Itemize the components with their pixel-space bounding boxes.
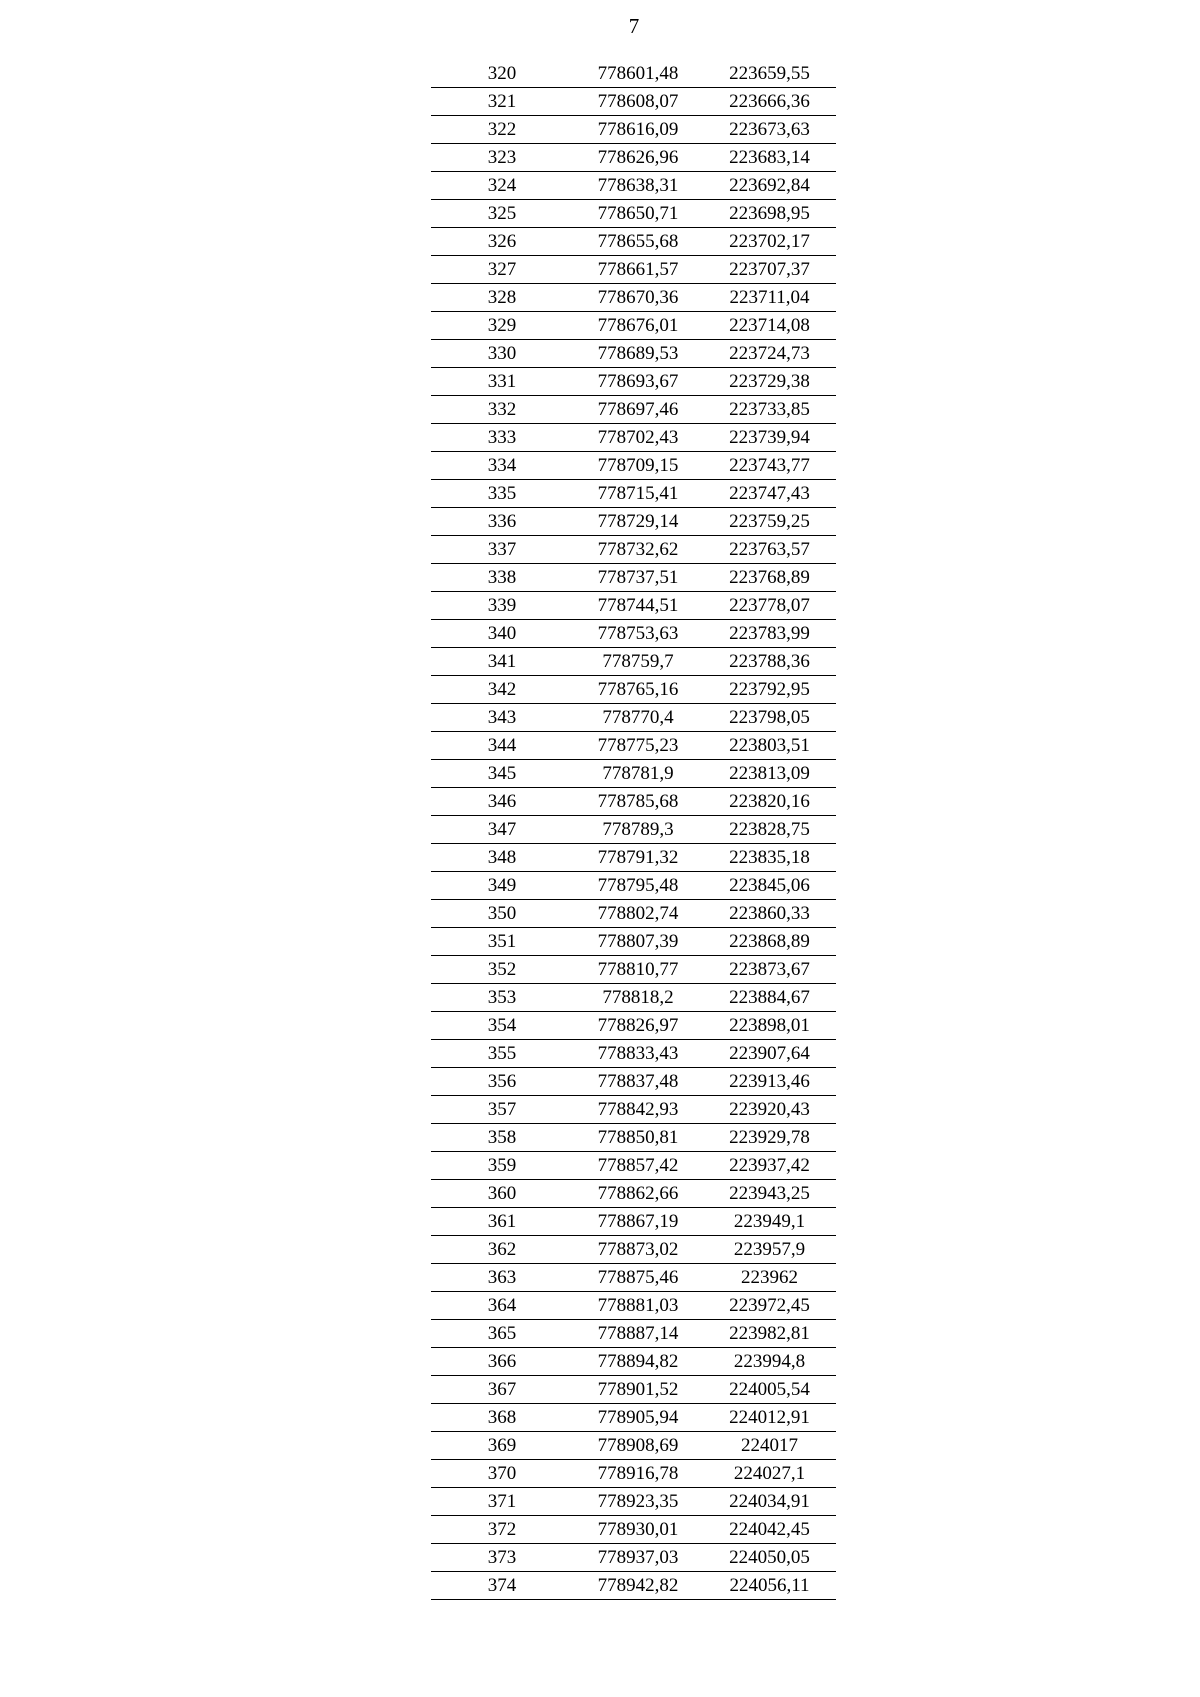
x-coordinate-cell: 778759,7	[573, 648, 703, 676]
x-coordinate-cell: 778930,01	[573, 1516, 703, 1544]
y-coordinate-cell: 223920,43	[703, 1096, 836, 1124]
table-row	[431, 564, 836, 592]
point-number-cell: 365	[431, 1320, 573, 1348]
y-coordinate-cell: 223702,17	[703, 228, 836, 256]
table-row	[431, 1124, 836, 1152]
x-coordinate-cell: 778850,81	[573, 1124, 703, 1152]
y-coordinate-cell: 223733,85	[703, 396, 836, 424]
x-coordinate-cell: 778744,51	[573, 592, 703, 620]
table-row	[431, 648, 836, 676]
point-number-cell: 321	[431, 88, 573, 116]
point-number-cell: 372	[431, 1516, 573, 1544]
x-coordinate-cell: 778693,67	[573, 368, 703, 396]
x-coordinate-cell: 778942,82	[573, 1572, 703, 1600]
table-row	[431, 144, 836, 172]
y-coordinate-cell: 224012,91	[703, 1404, 836, 1432]
point-number-cell: 369	[431, 1432, 573, 1460]
y-coordinate-cell: 224005,54	[703, 1376, 836, 1404]
point-number-cell: 358	[431, 1124, 573, 1152]
y-coordinate-cell: 223698,95	[703, 200, 836, 228]
point-number-cell: 327	[431, 256, 573, 284]
table-row	[431, 1460, 836, 1488]
table-row	[431, 284, 836, 312]
x-coordinate-cell: 778937,03	[573, 1544, 703, 1572]
x-coordinate-cell: 778826,97	[573, 1012, 703, 1040]
x-coordinate-cell: 778802,74	[573, 900, 703, 928]
point-number-cell: 350	[431, 900, 573, 928]
table-row	[431, 312, 836, 340]
y-coordinate-cell: 223860,33	[703, 900, 836, 928]
point-number-cell: 323	[431, 144, 573, 172]
x-coordinate-cell: 778867,19	[573, 1208, 703, 1236]
table-row	[431, 340, 836, 368]
table-row	[431, 1012, 836, 1040]
table-row	[431, 480, 836, 508]
table-row	[431, 1320, 836, 1348]
coordinates-table-body	[431, 60, 836, 1600]
table-row	[431, 508, 836, 536]
point-number-cell: 362	[431, 1236, 573, 1264]
x-coordinate-cell: 778616,09	[573, 116, 703, 144]
table-row	[431, 1068, 836, 1096]
point-number-cell: 322	[431, 116, 573, 144]
point-number-cell: 330	[431, 340, 573, 368]
x-coordinate-cell: 778770,4	[573, 704, 703, 732]
y-coordinate-cell: 223666,36	[703, 88, 836, 116]
x-coordinate-cell: 778729,14	[573, 508, 703, 536]
y-coordinate-cell: 223711,04	[703, 284, 836, 312]
point-number-cell: 328	[431, 284, 573, 312]
y-coordinate-cell: 223982,81	[703, 1320, 836, 1348]
x-coordinate-cell: 778732,62	[573, 536, 703, 564]
point-number-cell: 338	[431, 564, 573, 592]
table-row	[431, 704, 836, 732]
y-coordinate-cell: 223759,25	[703, 508, 836, 536]
point-number-cell: 340	[431, 620, 573, 648]
x-coordinate-cell: 778842,93	[573, 1096, 703, 1124]
x-coordinate-cell: 778862,66	[573, 1180, 703, 1208]
y-coordinate-cell: 223768,89	[703, 564, 836, 592]
point-number-cell: 333	[431, 424, 573, 452]
x-coordinate-cell: 778908,69	[573, 1432, 703, 1460]
point-number-cell: 337	[431, 536, 573, 564]
y-coordinate-cell: 224027,1	[703, 1460, 836, 1488]
point-number-cell: 324	[431, 172, 573, 200]
table-row	[431, 592, 836, 620]
x-coordinate-cell: 778753,63	[573, 620, 703, 648]
table-row	[431, 396, 836, 424]
x-coordinate-cell: 778875,46	[573, 1264, 703, 1292]
x-coordinate-cell: 778737,51	[573, 564, 703, 592]
y-coordinate-cell: 224042,45	[703, 1516, 836, 1544]
table-row	[431, 1516, 836, 1544]
table-row	[431, 1488, 836, 1516]
y-coordinate-cell: 223957,9	[703, 1236, 836, 1264]
table-row	[431, 788, 836, 816]
table-row	[431, 732, 836, 760]
page-number: 7	[628, 14, 640, 38]
point-number-cell: 368	[431, 1404, 573, 1432]
point-number-cell: 325	[431, 200, 573, 228]
x-coordinate-cell: 778833,43	[573, 1040, 703, 1068]
y-coordinate-cell: 223792,95	[703, 676, 836, 704]
point-number-cell: 336	[431, 508, 573, 536]
y-coordinate-cell: 223714,08	[703, 312, 836, 340]
point-number-cell: 342	[431, 676, 573, 704]
point-number-cell: 364	[431, 1292, 573, 1320]
point-number-cell: 344	[431, 732, 573, 760]
y-coordinate-cell: 223743,77	[703, 452, 836, 480]
x-coordinate-cell: 778881,03	[573, 1292, 703, 1320]
y-coordinate-cell: 223692,84	[703, 172, 836, 200]
table-row	[431, 1180, 836, 1208]
x-coordinate-cell: 778810,77	[573, 956, 703, 984]
table-row	[431, 256, 836, 284]
table-row	[431, 1292, 836, 1320]
x-coordinate-cell: 778601,48	[573, 60, 703, 88]
x-coordinate-cell: 778689,53	[573, 340, 703, 368]
x-coordinate-cell: 778789,3	[573, 816, 703, 844]
table-row	[431, 872, 836, 900]
point-number-cell: 345	[431, 760, 573, 788]
point-number-cell: 334	[431, 452, 573, 480]
x-coordinate-cell: 778626,96	[573, 144, 703, 172]
y-coordinate-cell: 223783,99	[703, 620, 836, 648]
table-row	[431, 1544, 836, 1572]
table-row	[431, 1404, 836, 1432]
table-row	[431, 1236, 836, 1264]
y-coordinate-cell: 223962	[703, 1264, 836, 1292]
x-coordinate-cell: 778661,57	[573, 256, 703, 284]
table-row	[431, 172, 836, 200]
y-coordinate-cell: 223747,43	[703, 480, 836, 508]
x-coordinate-cell: 778887,14	[573, 1320, 703, 1348]
y-coordinate-cell: 223828,75	[703, 816, 836, 844]
coordinates-table	[431, 60, 836, 1600]
y-coordinate-cell: 223868,89	[703, 928, 836, 956]
x-coordinate-cell: 778765,16	[573, 676, 703, 704]
point-number-cell: 341	[431, 648, 573, 676]
y-coordinate-cell: 223778,07	[703, 592, 836, 620]
point-number-cell: 346	[431, 788, 573, 816]
y-coordinate-cell: 223835,18	[703, 844, 836, 872]
y-coordinate-cell: 223724,73	[703, 340, 836, 368]
x-coordinate-cell: 778818,2	[573, 984, 703, 1012]
x-coordinate-cell: 778894,82	[573, 1348, 703, 1376]
y-coordinate-cell: 223788,36	[703, 648, 836, 676]
table-row	[431, 88, 836, 116]
point-number-cell: 355	[431, 1040, 573, 1068]
x-coordinate-cell: 778655,68	[573, 228, 703, 256]
y-coordinate-cell: 223937,42	[703, 1152, 836, 1180]
y-coordinate-cell: 223803,51	[703, 732, 836, 760]
table-row	[431, 844, 836, 872]
table-row	[431, 452, 836, 480]
point-number-cell: 320	[431, 60, 573, 88]
table-row	[431, 60, 836, 88]
x-coordinate-cell: 778608,07	[573, 88, 703, 116]
table-row	[431, 1348, 836, 1376]
y-coordinate-cell: 224050,05	[703, 1544, 836, 1572]
x-coordinate-cell: 778795,48	[573, 872, 703, 900]
y-coordinate-cell: 223729,38	[703, 368, 836, 396]
y-coordinate-cell: 223820,16	[703, 788, 836, 816]
point-number-cell: 332	[431, 396, 573, 424]
table-row	[431, 620, 836, 648]
point-number-cell: 335	[431, 480, 573, 508]
x-coordinate-cell: 778901,52	[573, 1376, 703, 1404]
point-number-cell: 363	[431, 1264, 573, 1292]
point-number-cell: 373	[431, 1544, 573, 1572]
table-row	[431, 536, 836, 564]
table-row	[431, 200, 836, 228]
table-row	[431, 1208, 836, 1236]
table-row	[431, 1096, 836, 1124]
y-coordinate-cell: 224017	[703, 1432, 836, 1460]
table-row	[431, 984, 836, 1012]
x-coordinate-cell: 778837,48	[573, 1068, 703, 1096]
x-coordinate-cell: 778715,41	[573, 480, 703, 508]
x-coordinate-cell: 778857,42	[573, 1152, 703, 1180]
y-coordinate-cell: 223907,64	[703, 1040, 836, 1068]
table-row	[431, 676, 836, 704]
table-row	[431, 956, 836, 984]
y-coordinate-cell: 223943,25	[703, 1180, 836, 1208]
table-row	[431, 1040, 836, 1068]
x-coordinate-cell: 778702,43	[573, 424, 703, 452]
table-row	[431, 228, 836, 256]
y-coordinate-cell: 223949,1	[703, 1208, 836, 1236]
point-number-cell: 349	[431, 872, 573, 900]
x-coordinate-cell: 778670,36	[573, 284, 703, 312]
y-coordinate-cell: 223683,14	[703, 144, 836, 172]
y-coordinate-cell: 224034,91	[703, 1488, 836, 1516]
point-number-cell: 370	[431, 1460, 573, 1488]
y-coordinate-cell: 224056,11	[703, 1572, 836, 1600]
table-row	[431, 1152, 836, 1180]
table-row	[431, 368, 836, 396]
point-number-cell: 351	[431, 928, 573, 956]
table-row	[431, 1432, 836, 1460]
x-coordinate-cell: 778791,32	[573, 844, 703, 872]
x-coordinate-cell: 778785,68	[573, 788, 703, 816]
y-coordinate-cell: 223763,57	[703, 536, 836, 564]
point-number-cell: 343	[431, 704, 573, 732]
point-number-cell: 356	[431, 1068, 573, 1096]
y-coordinate-cell: 223994,8	[703, 1348, 836, 1376]
y-coordinate-cell: 223884,67	[703, 984, 836, 1012]
x-coordinate-cell: 778916,78	[573, 1460, 703, 1488]
table-row	[431, 116, 836, 144]
table-row	[431, 1376, 836, 1404]
x-coordinate-cell: 778781,9	[573, 760, 703, 788]
y-coordinate-cell: 223673,63	[703, 116, 836, 144]
y-coordinate-cell: 223845,06	[703, 872, 836, 900]
x-coordinate-cell: 778638,31	[573, 172, 703, 200]
point-number-cell: 367	[431, 1376, 573, 1404]
y-coordinate-cell: 223929,78	[703, 1124, 836, 1152]
point-number-cell: 348	[431, 844, 573, 872]
point-number-cell: 359	[431, 1152, 573, 1180]
table-row	[431, 816, 836, 844]
x-coordinate-cell: 778775,23	[573, 732, 703, 760]
y-coordinate-cell: 223972,45	[703, 1292, 836, 1320]
table-row	[431, 760, 836, 788]
x-coordinate-cell: 778923,35	[573, 1488, 703, 1516]
y-coordinate-cell: 223913,46	[703, 1068, 836, 1096]
point-number-cell: 360	[431, 1180, 573, 1208]
table-row	[431, 928, 836, 956]
x-coordinate-cell: 778709,15	[573, 452, 703, 480]
y-coordinate-cell: 223898,01	[703, 1012, 836, 1040]
point-number-cell: 352	[431, 956, 573, 984]
table-row	[431, 424, 836, 452]
point-number-cell: 357	[431, 1096, 573, 1124]
point-number-cell: 354	[431, 1012, 573, 1040]
point-number-cell: 371	[431, 1488, 573, 1516]
y-coordinate-cell: 223707,37	[703, 256, 836, 284]
point-number-cell: 366	[431, 1348, 573, 1376]
point-number-cell: 339	[431, 592, 573, 620]
point-number-cell: 331	[431, 368, 573, 396]
y-coordinate-cell: 223873,67	[703, 956, 836, 984]
table-row	[431, 1572, 836, 1600]
x-coordinate-cell: 778676,01	[573, 312, 703, 340]
point-number-cell: 326	[431, 228, 573, 256]
y-coordinate-cell: 223798,05	[703, 704, 836, 732]
table-row	[431, 1264, 836, 1292]
x-coordinate-cell: 778650,71	[573, 200, 703, 228]
point-number-cell: 353	[431, 984, 573, 1012]
x-coordinate-cell: 778905,94	[573, 1404, 703, 1432]
y-coordinate-cell: 223813,09	[703, 760, 836, 788]
point-number-cell: 329	[431, 312, 573, 340]
point-number-cell: 361	[431, 1208, 573, 1236]
x-coordinate-cell: 778873,02	[573, 1236, 703, 1264]
table-row	[431, 900, 836, 928]
point-number-cell: 374	[431, 1572, 573, 1600]
y-coordinate-cell: 223659,55	[703, 60, 836, 88]
x-coordinate-cell: 778697,46	[573, 396, 703, 424]
y-coordinate-cell: 223739,94	[703, 424, 836, 452]
x-coordinate-cell: 778807,39	[573, 928, 703, 956]
point-number-cell: 347	[431, 816, 573, 844]
